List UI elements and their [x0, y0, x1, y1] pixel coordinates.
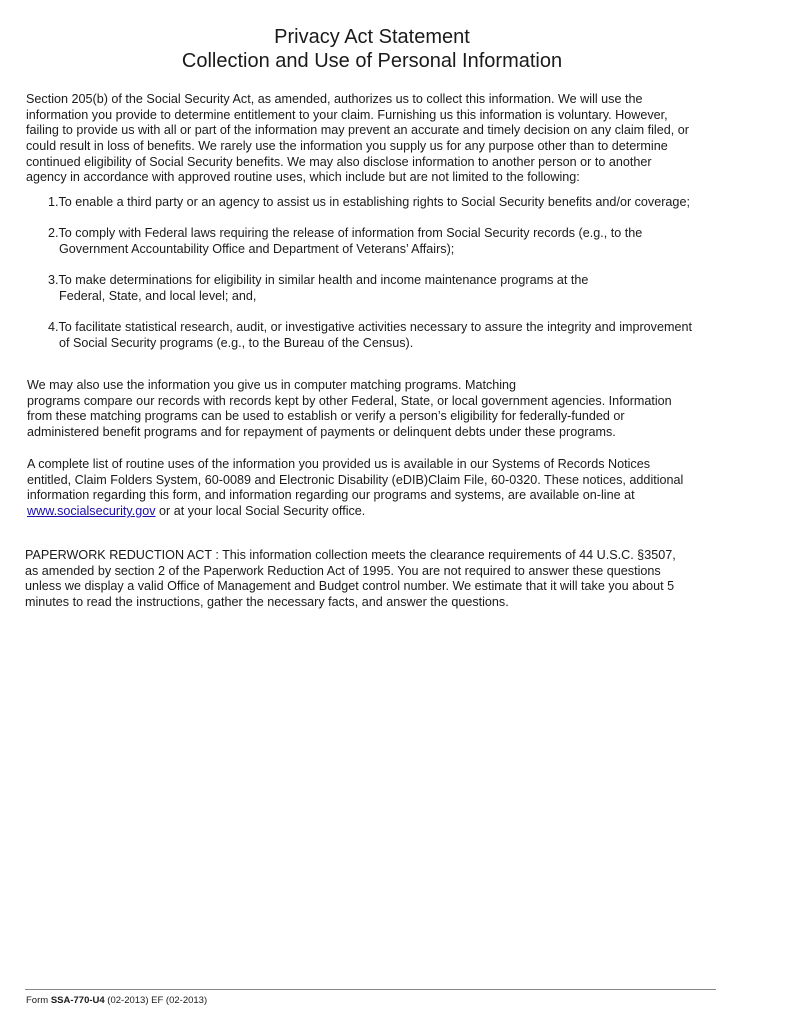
routine-uses-last-line — [27, 504, 365, 520]
text-line: 1.To enable a third party or an agency to assist us in establishing rights to Social Security benefits and/or coverage; — [48, 195, 690, 209]
text-line: 4.To facilitate statistical research, audit, or investigative activities necessary to assure the integrity and improvement — [48, 320, 692, 334]
text-line: of Social Security programs (e.g., to the Bureau of the Census). — [59, 335, 414, 350]
text-line: agency in accordance with approved routine uses, which include but are not limited to the following: — [26, 170, 580, 185]
text-line: minutes to read the instructions, gather the necessary facts, and answer the questions. — [25, 595, 509, 610]
text-line: Section 205(b) of the Social Security Act, as amended, authorizes us to collect this information. We will use the — [26, 92, 643, 106]
text-line: continued eligibility of Social Security benefits. We may also disclose information to another person or to another — [26, 154, 652, 169]
text-line: PAPERWORK REDUCTION ACT : This information collection meets the clearance requirements of 44 U.S.C. §3507, — [25, 548, 676, 562]
routine-use-item-2 — [48, 226, 642, 257]
text-line: Federal, State, and local level; and, — [59, 288, 257, 303]
text-line: Government Accountability Office and Department of Veterans’ Affairs); — [59, 241, 455, 256]
text-line: 2.To comply with Federal laws requiring the release of information from Social Security records (e.g., to the — [48, 226, 643, 240]
matching-paragraph — [27, 378, 672, 441]
text-line: entitled, Claim Folders System, 60-0089 and Electronic Disability (eDIB)Claim File, 60-0320. These notices, additional — [27, 472, 684, 487]
text-line: unless we display a valid Office of Management and Budget control number. We estimate that it will take you about 5 — [25, 579, 675, 594]
text-line: information you provide to determine entitlement to your claim. Furnishing us this information is voluntary. However, — [26, 107, 668, 122]
text-line: We may also use the information you give us in computer matching programs. Matching — [27, 378, 517, 392]
routine-use-item-3 — [48, 273, 588, 304]
text-line: as amended by section 2 of the Paperwork Reduction Act of 1995. You are not required to answer these questions — [25, 563, 661, 578]
title-line-1: Privacy Act Statement — [274, 26, 470, 48]
paperwork-reduction-paragraph — [25, 548, 676, 611]
form-footer — [26, 995, 207, 1006]
footer-prefix: Form — [26, 995, 51, 1006]
form-number: SSA-770-U4 — [50, 995, 105, 1006]
text-line: information regarding this form, and information regarding our programs and systems, are available on-line at — [27, 488, 635, 503]
text-line: could result in loss of benefits. We rarely use the information you supply us for any purpose other than to determine — [26, 139, 668, 154]
socialsecurity-link[interactable]: www.socialsecurity.gov — [27, 504, 156, 518]
footer-dates: (02-2013) EF (02-2013) — [104, 995, 208, 1006]
routine-use-item-1 — [48, 195, 690, 211]
routine-tail: or at your local Social Security office. — [155, 504, 366, 518]
text-line: A complete list of routine uses of the information you provided us is available in our Systems of Records Notices — [27, 457, 650, 471]
title-line-2: Collection and Use of Personal Information — [181, 50, 563, 72]
text-line: failing to provide us with all or part of the information may prevent an accurate and timely decision on any claim filed, or — [26, 123, 689, 138]
routine-use-item-4 — [48, 320, 692, 351]
routine-uses-paragraph — [27, 457, 683, 504]
text-line: from these matching programs can be used to establish or verify a person’s eligibility for federally-funded or — [27, 409, 625, 424]
text-line: 3.To make determinations for eligibility in similar health and income maintenance programs at the — [48, 273, 589, 287]
text-line: programs compare our records with records kept by other Federal, State, or local government agencies. Information — [27, 393, 672, 408]
intro-paragraph — [26, 92, 689, 186]
footer-divider — [25, 989, 716, 990]
text-line: administered benefit programs and for repayment of payments or delinquent debts under these programs. — [27, 425, 616, 440]
